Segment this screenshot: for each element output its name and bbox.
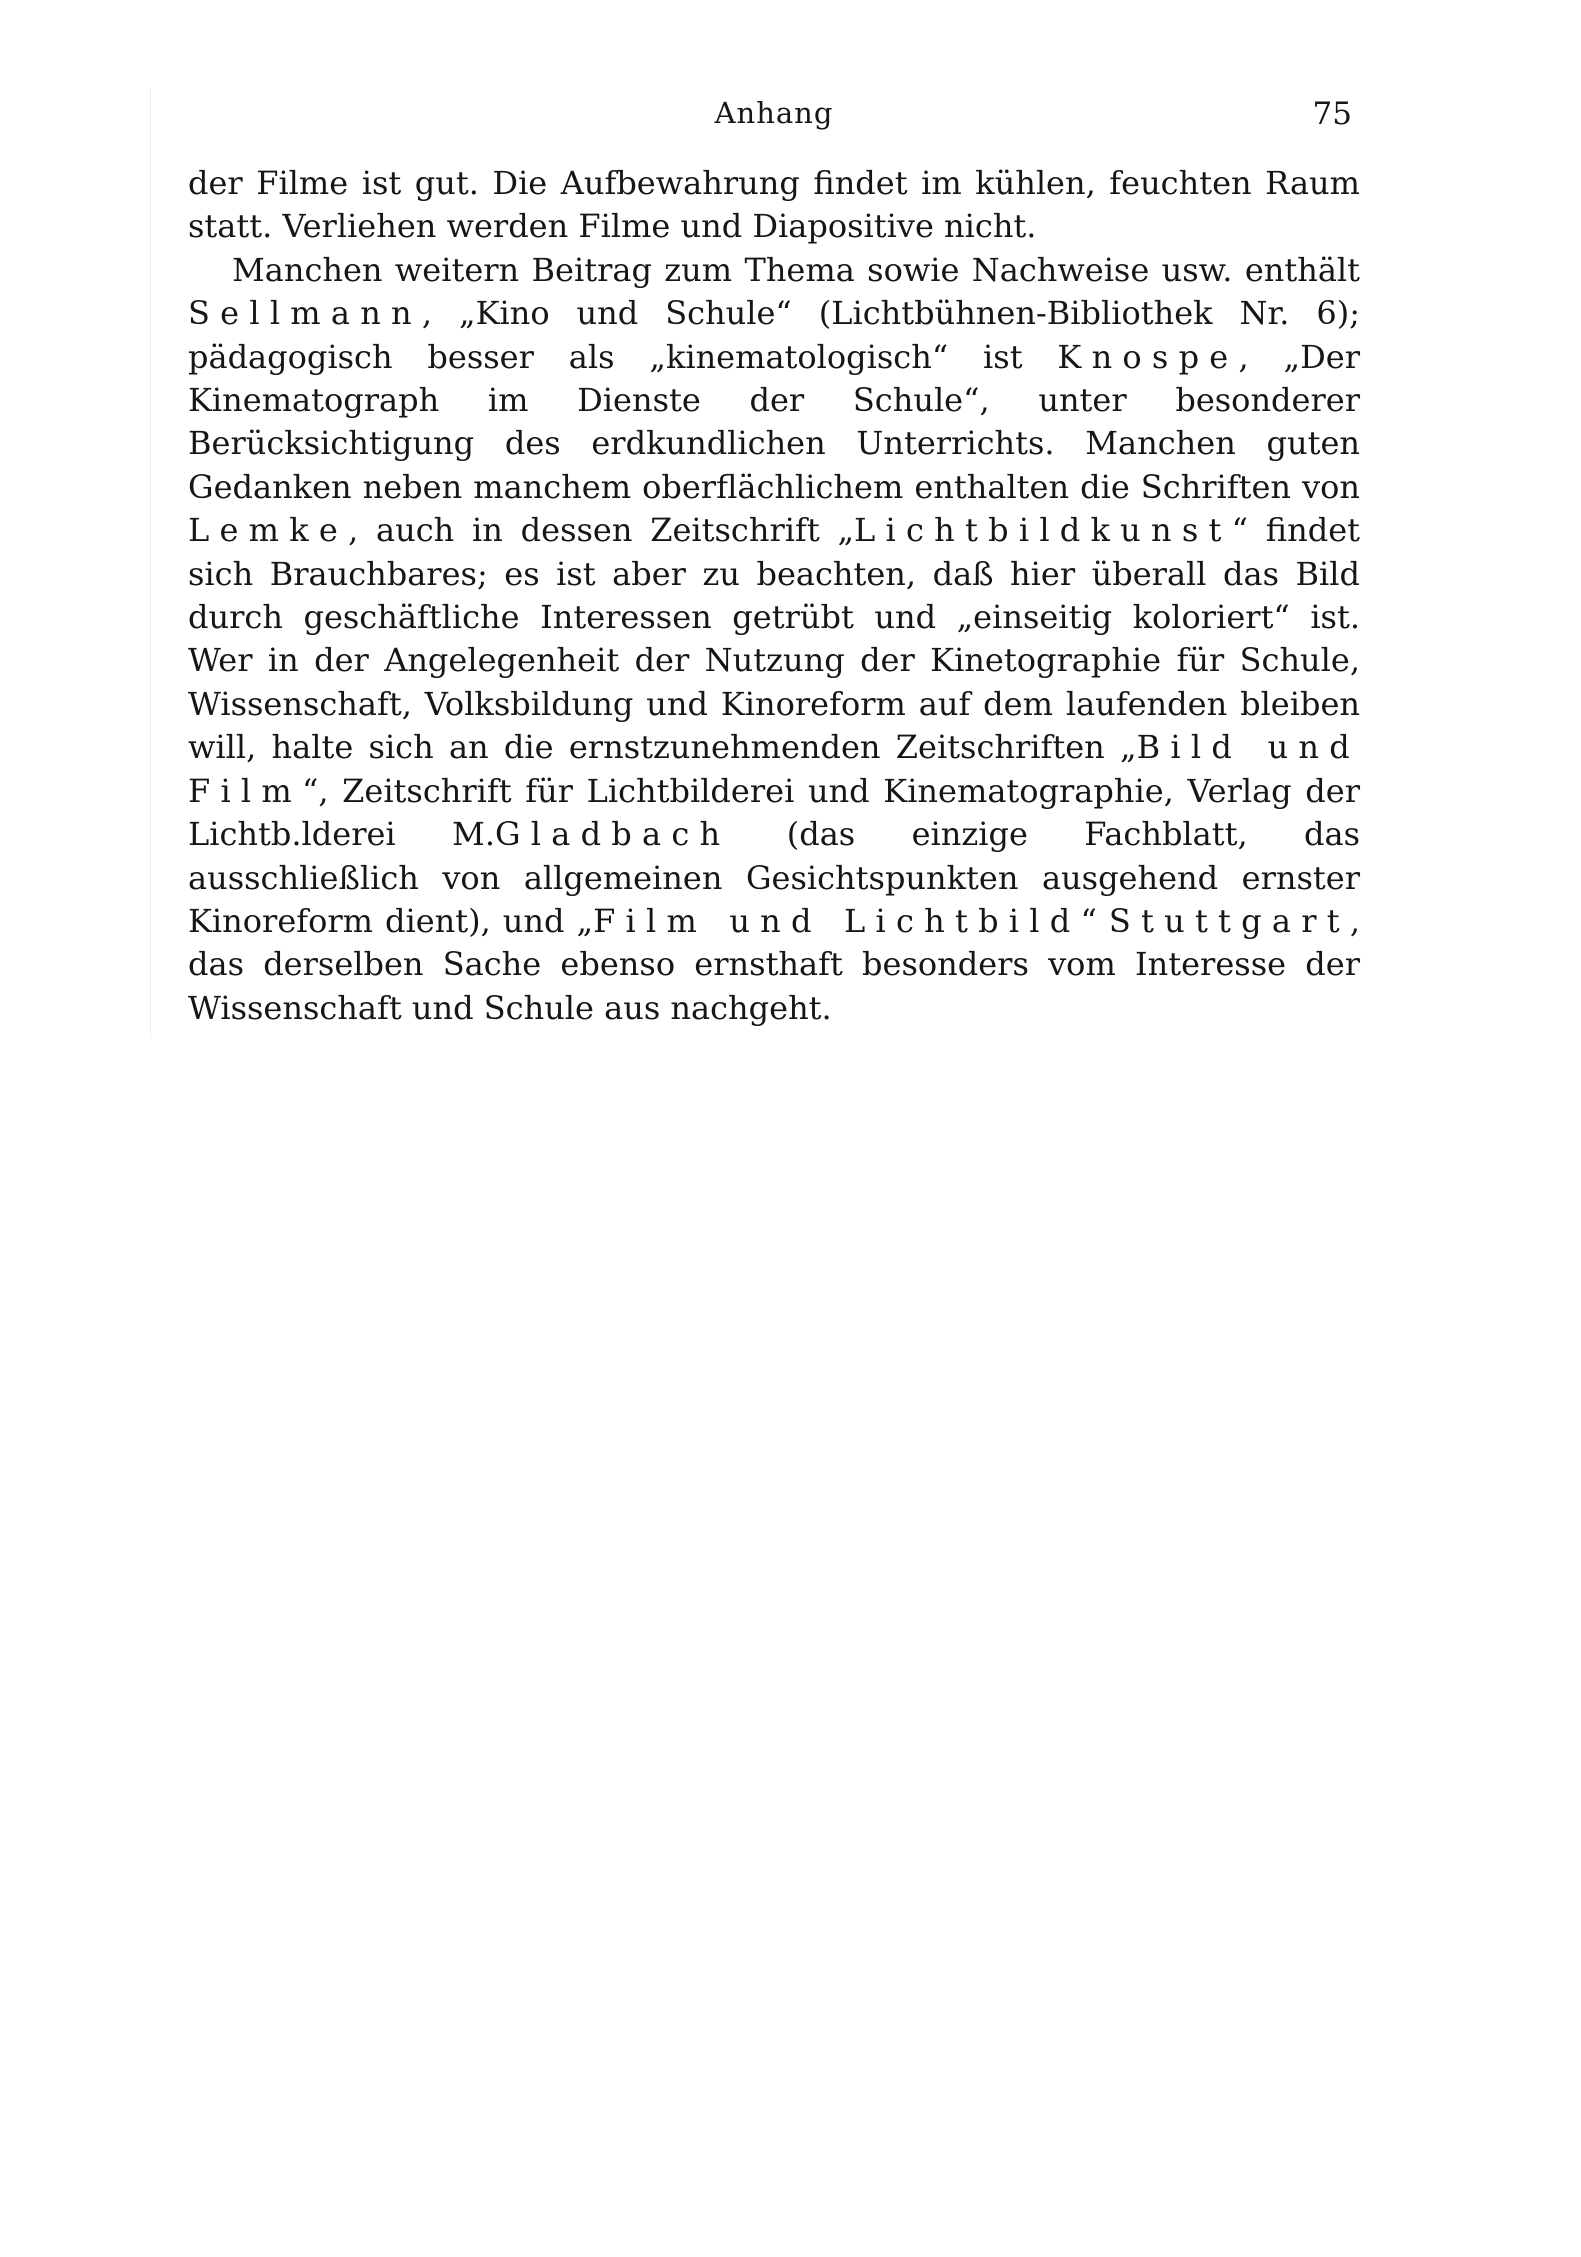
text-run: , „Kino und Schule“ (Lichtbühnen-Bibliothek Nr. 6); pädagogisch besser als „kinematologisch“ ist <box>188 294 1360 376</box>
place-gladbach: Gladbach <box>494 815 731 854</box>
header-title: Anhang <box>714 96 834 130</box>
text-run: “ findet sich Brauchbares; es ist aber zu beachten, daß hier überall das Bild durch geschäftliche Interessen getrübt und „einseitig koloriert“ ist. Wer in der Angelegenheit der Nutzung der Kinetographie für Schule, Wissenschaft, Volksbildung und Kinoreform auf dem laufenden bleiben will, halte sich an die ernstzunehmenden Zeitschriften „ <box>188 511 1360 767</box>
text-run: “ <box>1080 901 1109 940</box>
text-run: “, Zeitschrift für Lichtbilderei und Kinematographie, Verlag der Lichtb.lderei M. <box>188 771 1360 854</box>
place-stuttgart: Stuttgart <box>1108 901 1350 940</box>
text-run: , auch in dessen Zeitschrift „ <box>348 511 855 550</box>
journal-film-und-lichtbild: Film und Lichtbild <box>593 901 1081 940</box>
text-run: (das einzige Fachblatt, das ausschließlich von allgemeinen Gesichtspunkten ausgehend ernster Kinoreform dient), und „ <box>188 815 1360 940</box>
text-run: , „Der Kinematograph im Dienste der Schule“, unter besonderer Berücksichtigung des erdkundlichen Unterrichts. Manchen guten Gedanken neben manchem oberflächlichem enthalten die Schriften von <box>188 337 1360 506</box>
scan-edge-line <box>150 88 151 1038</box>
running-header <box>188 96 1360 146</box>
author-lemke: Lemke <box>188 511 349 550</box>
author-sellmann: Sellmann <box>188 294 422 333</box>
text-run: , das derselben Sache ebenso ernsthaft besonders vom Interesse der Wissenschaft und Schule aus nachgeht. <box>188 901 1361 1027</box>
paragraph-1: der Filme ist gut. Die Aufbewahrung findet im kühlen, feuchten Raum statt. Verliehen werden Filme und Diapositive nicht. <box>188 164 1360 246</box>
page-number: 75 <box>1312 96 1352 132</box>
text-run: Manchen weitern Beitrag zum Thema sowie Nachweise usw. enthält <box>232 250 1360 289</box>
journal-lichtbildkunst: Lichtbildkunst <box>854 511 1232 550</box>
author-knospe: Knospe <box>1057 337 1239 376</box>
journal-bild-und-film: Bild und Film <box>188 728 1360 810</box>
body-text <box>188 162 1360 1030</box>
paragraph-2 <box>188 249 1360 1030</box>
